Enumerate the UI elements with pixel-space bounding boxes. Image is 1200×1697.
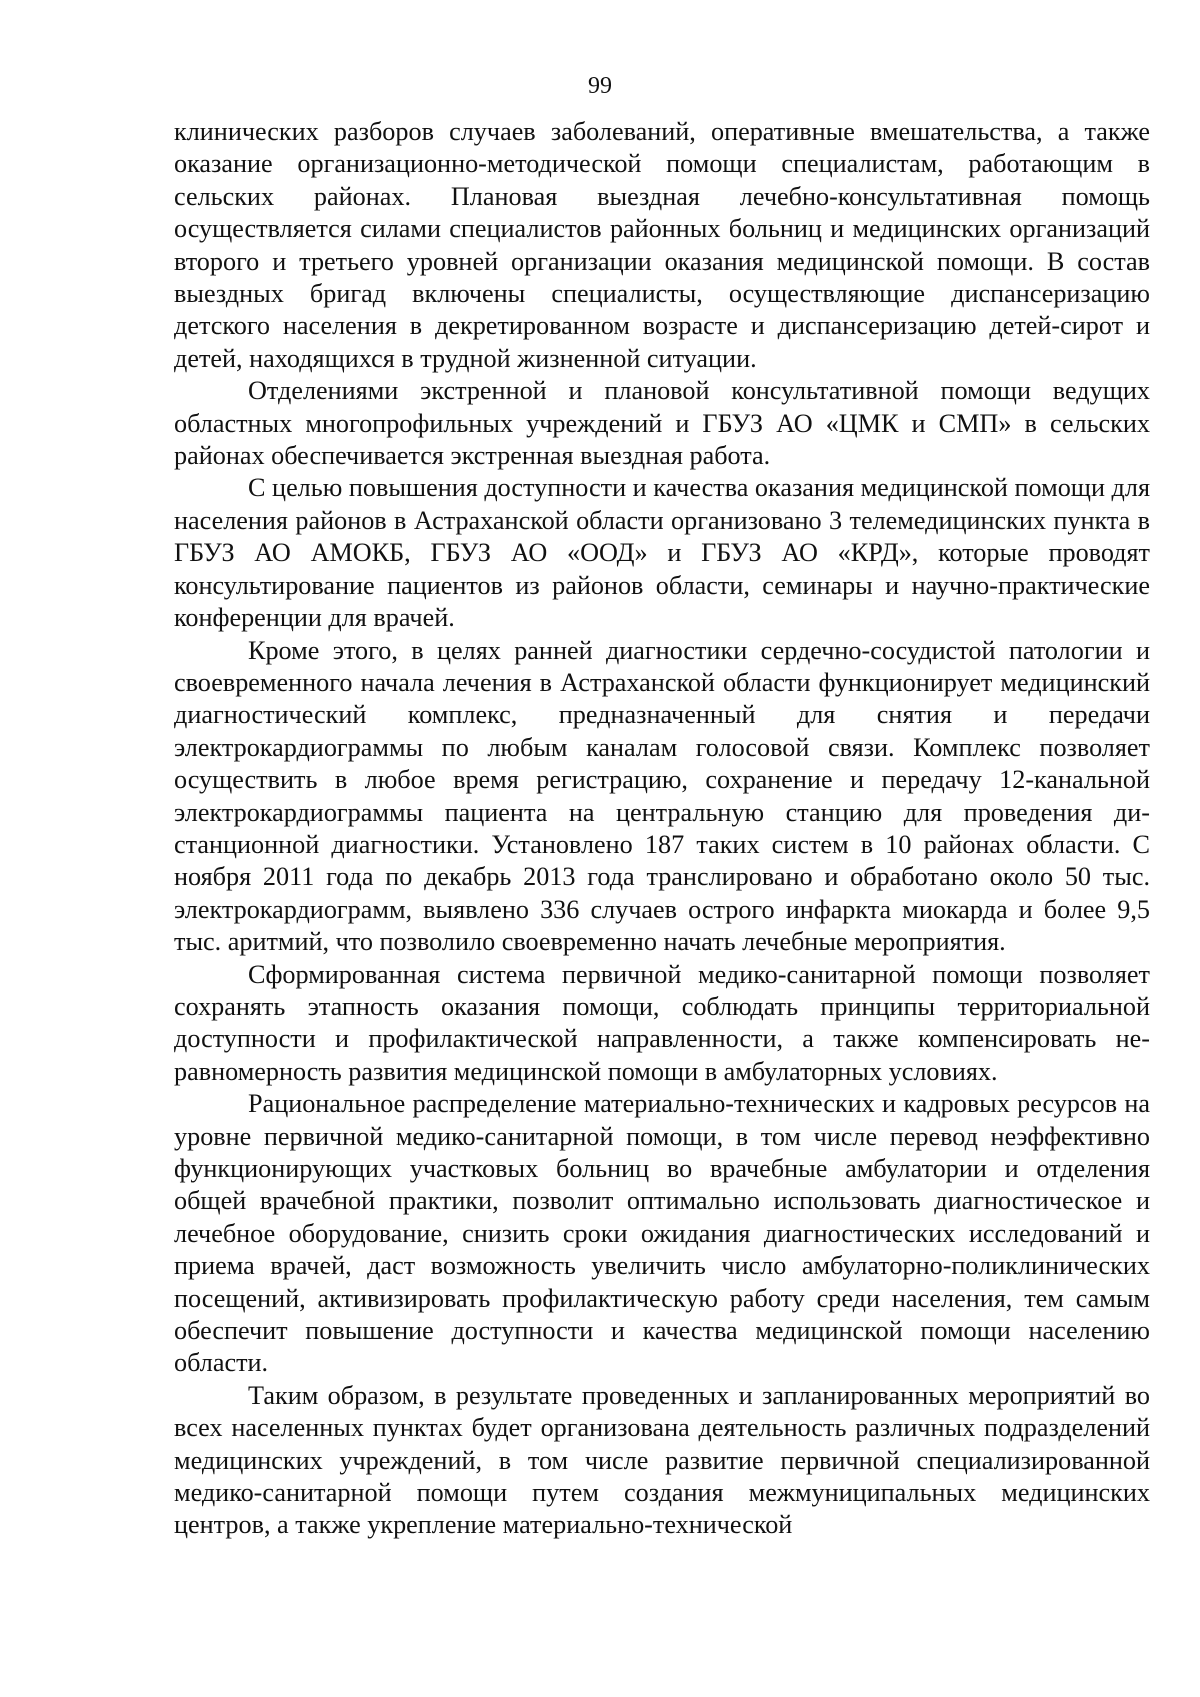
paragraph-diagnostic-complex: Кроме этого, в целях ранней диагностики сердечно-сосудистой патологии и своевременного начала лечения в Астраханской области функционирует медицинский диагностический комплекс, предназначенный для снятия и передачи электрокардиограммы по любым каналам голосовой связи. Комплекс позволяет осуществить в любое время регистрацию, сохранение и передачу 12-канальной электрокардиограммы пациента на центральную станцию для проведения дистанционной диагностики. Установлено 187 таких систем в 10 районах области. С ноября 2011 года по декабрь 2013 года транслировано и обработано около 50 тыс. электрокардиограмм, выявлено 336 случаев острого инфаркта миокарда и более 9,5 тыс. аритмий, что позволило своевременно начать лечебные мероприятия. [174, 635, 1150, 957]
body-text [174, 116, 1150, 1542]
page-number: 99 [588, 73, 612, 99]
paragraph-emergency-consultative-help: Отделениями экстренной и плановой консультативной помощи ведущих областных многопрофильных учреждений и ГБУЗ АО «ЦМК и СМП» в сельских районах обеспечивается экстренная выездная работа. [174, 376, 1150, 471]
paragraph-telemedicine-points: С целью повышения доступности и качества оказания медицинской помощи для населения районов в Астраханской области организовано 3 телемедицинских пункта в ГБУЗ АО АМОКБ, ГБУЗ АО «ООД» и ГБУЗ АО «КРД», которые проводят консультирование пациентов из районов области, семинары и научно-практические конференции для врачей. [174, 473, 1150, 633]
paragraph-primary-care-system: Сформированная система первичной медико-санитарной помощи позволяет сохранять этапность оказания помощи, соблюдать принципы территориальной доступности и профилактической направленности, а также компенсировать неравномерность развития медицинской помощи в амбулаторных условиях. [174, 959, 1150, 1086]
paragraph-conclusion: Таким образом, в результате проведенных и запланированных мероприятий во всех населенных пунктах будет организована деятельность различных подразделений медицинских учреждений, в том числе развитие первичной специализированной медико-санитарной помощи путем создания межмуниципальных медицинских центров, а также укрепление материально-технической [174, 1380, 1150, 1540]
paragraph-resource-distribution: Рациональное распределение материально-технических и кадровых ресурсов на уровне первичной медико-санитарной помощи, в том числе перевод неэффективно функционирующих участковых больниц во врачебные амбулатории и отделения общей врачебной практики, позволит оптимально использовать диагностическое и лечебное оборудование, снизить сроки ожидания диагностических исследований и приема врачей, даст возможность увеличить число амбулаторно-поликлинических посещений, активизировать профилактическую работу среди населения, тем самым обеспечит повышение доступности и качества медицинской помощи населению области. [174, 1089, 1150, 1378]
paragraph-continuation: клинических разборов случаев заболеваний, оперативные вмешательства, а также оказание организационно-методической помощи специалистам, работающим в сельских районах. Плановая выездная лечебно-консультативная помощь осуществляется силами специалистов районных больниц и медицинских организаций второго и третьего уровней организации оказания медицинской помощи. В состав выездных бригад включены специалисты, осуществляющие диспансеризацию детского населения в декретированном возрасте и диспансеризацию детей-сирот и детей, находящихся в трудной жизненной ситуации. [174, 117, 1150, 373]
